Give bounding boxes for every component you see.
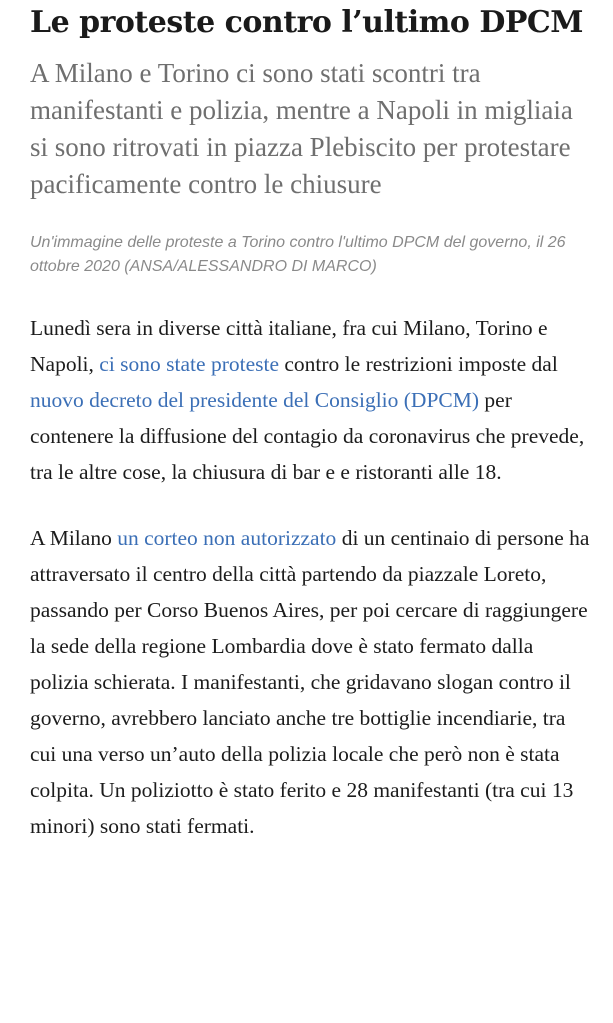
article-headline: Le proteste contro l’ultimo DPCM [30, 5, 584, 40]
paragraph-text: contro le restrizioni imposte dal [279, 352, 558, 376]
paragraph-text: per contenere la diffusione del contagio da coronavirus che prevede, tra le altre cose, la chiusura di bar e e ristoranti alle 18. [30, 388, 585, 484]
paragraph-text: Lunedì sera in diverse città italiane, fra cui Milano, Torino e Napoli, [30, 316, 548, 376]
photo-caption: Un'immagine delle proteste a Torino contro l'ultimo DPCM del governo, il 26 ottobre 2020 (ANSA/ALESSANDRO DI MARCO) [30, 234, 566, 275]
paragraph-text: A Milano [30, 526, 118, 550]
link-proteste[interactable]: ci sono state proteste [99, 352, 279, 376]
paragraph-text: di un centinaio di persone ha attraversato il centro della città partendo da piazzale Loreto, passando per Corso Buenos Aires, per poi cercare di raggiungere la sede della regione Lombardia dove è stato fermato dalla polizia schierata. I manifestanti, che gridavano slogan contro il governo, avrebbero lanciato anche tre bottiglie incendiarie, tra cui una verso un’auto della polizia locale che però non è stata colpita. Un poliziotto è stato ferito e 28 manifestanti (tra cui 13 minori) sono stati fermati. [30, 526, 590, 838]
link-corteo[interactable]: un corteo non autorizzato [117, 526, 337, 550]
link-nuovo-decreto[interactable]: nuovo decreto del presidente del Consiglio (DPCM) [30, 388, 480, 412]
article [30, 0, 590, 844]
article-standfirst: A Milano e Torino ci sono stati scontri tra manifestanti e polizia, mentre a Napoli in migliaia si sono ritrovati in piazza Plebiscito per protestare pacificamente contro le chiusure [30, 58, 573, 199]
body-paragraph-2 [30, 520, 590, 844]
body-paragraph-1 [30, 310, 590, 490]
